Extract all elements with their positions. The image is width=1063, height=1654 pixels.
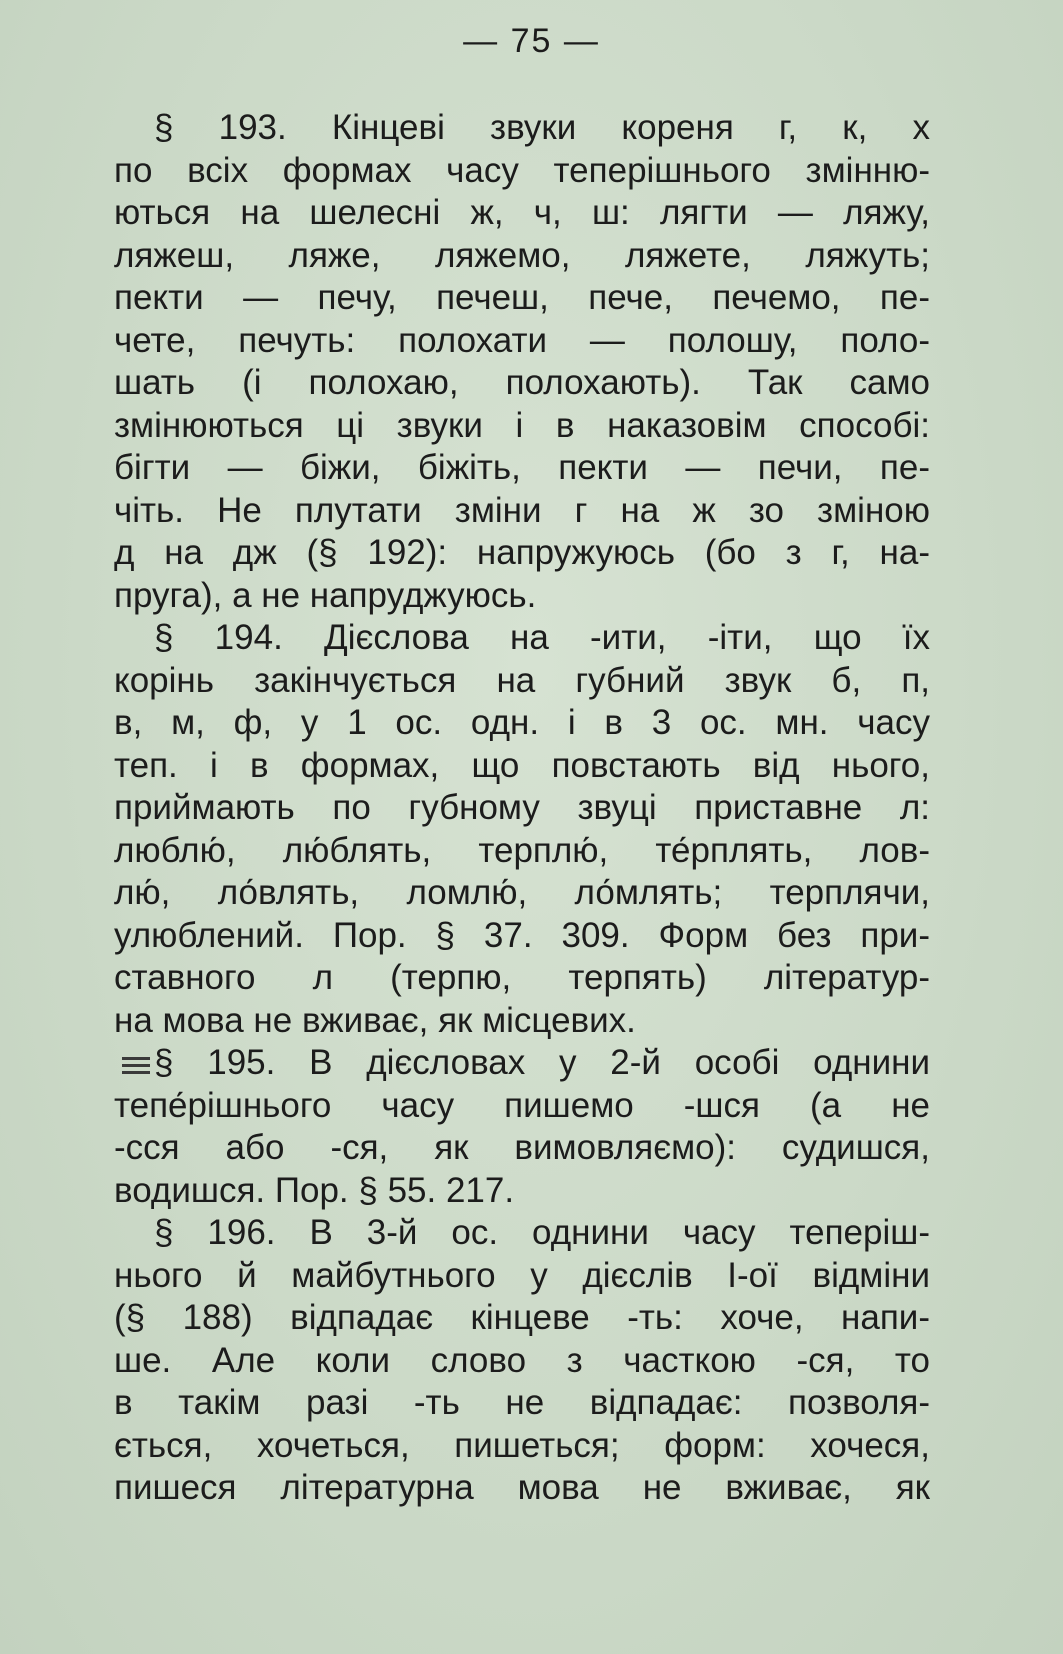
text-line: люблю́, лю́блять, терплю́, те́рплять, лов- — [114, 830, 930, 870]
text-line: (§ 188) відпадає кінцеве -ть: хоче, напи- — [114, 1298, 930, 1337]
text-line: в, м, ф, у 1 ос. одн. і в 3 ос. мн. часу — [114, 703, 930, 742]
text-line: чете, печуть: полохати — полошу, поло- — [114, 320, 930, 360]
text-line: теп. і в формах, що повстають від нього, — [114, 745, 930, 785]
text-line: пишеся літературна мова не вживає, як — [114, 1468, 930, 1507]
text-line: в такім разі -ть не відпадає: позволя- — [114, 1383, 930, 1422]
text-line: ються на шелесні ж, ч, ш: лягти — ляжу, — [114, 193, 930, 232]
text-line: нього й майбутнього у дієслів І-ої відміни — [114, 1255, 930, 1295]
text-line: пруга), а не напруджуюсь. — [114, 575, 537, 615]
text-line: корінь закінчується на губний звук б, п, — [114, 660, 930, 700]
text-line: тепе́рішнього часу пишемо -шся (а не — [114, 1085, 930, 1125]
text-line: змінюються ці звуки і в наказовім способі: — [114, 405, 930, 445]
text-line: § 195. В дієсловах у 2-й особі однини — [154, 1043, 930, 1082]
text-line: § 193. Кінцеві звуки кореня г, к, х — [154, 108, 930, 147]
text-line: ється, хочеться, пишеться; форм: хочеся, — [114, 1425, 930, 1465]
margin-mark-icon — [120, 1051, 152, 1079]
page-number: — 75 — — [463, 22, 600, 60]
text-line: улюблений. Пор. § 37. 309. Форм без при- — [114, 915, 930, 955]
text-line: пекти — печу, печеш, пече, печемо, пе- — [114, 278, 930, 317]
text-line: д на дж (§ 192): напружуюсь (бо з г, на- — [114, 533, 930, 572]
text-line: лю́, ло́влять, ломлю́, ло́млять; терплячи, — [114, 873, 930, 912]
text-line: ставного л (терпю, терпять) літератур- — [114, 958, 930, 997]
text-line: приймають по губному звуці приставне л: — [114, 788, 930, 827]
text-line: чіть. Не плутати зміни г на ж зо зміною — [114, 490, 930, 530]
text-block — [114, 107, 930, 1510]
text-line: бігти — біжи, біжіть, пекти — печи, пе- — [114, 448, 930, 487]
text-line: на мова не вживає, як місцевих. — [114, 1000, 636, 1040]
text-line: § 196. В 3-й ос. однини часу теперіш- — [154, 1213, 930, 1252]
text-line: по всіх формах часу теперішнього змінню- — [114, 150, 930, 190]
text-line-with-mark — [114, 1042, 930, 1085]
text-line: -сся або -ся, як вимовляємо): судишся, — [114, 1128, 930, 1167]
text-line: шать (і полохаю, полохають). Так само — [114, 363, 930, 402]
text-line: ляжеш, ляже, ляжемо, ляжете, ляжуть; — [114, 235, 930, 275]
text-line: водишся. Пор. § 55. 217. — [114, 1170, 515, 1210]
text-line: § 194. Дієслова на -ити, -іти, що їх — [154, 618, 930, 657]
text-line: ше. Але коли слово з часткою -ся, то — [114, 1340, 930, 1380]
